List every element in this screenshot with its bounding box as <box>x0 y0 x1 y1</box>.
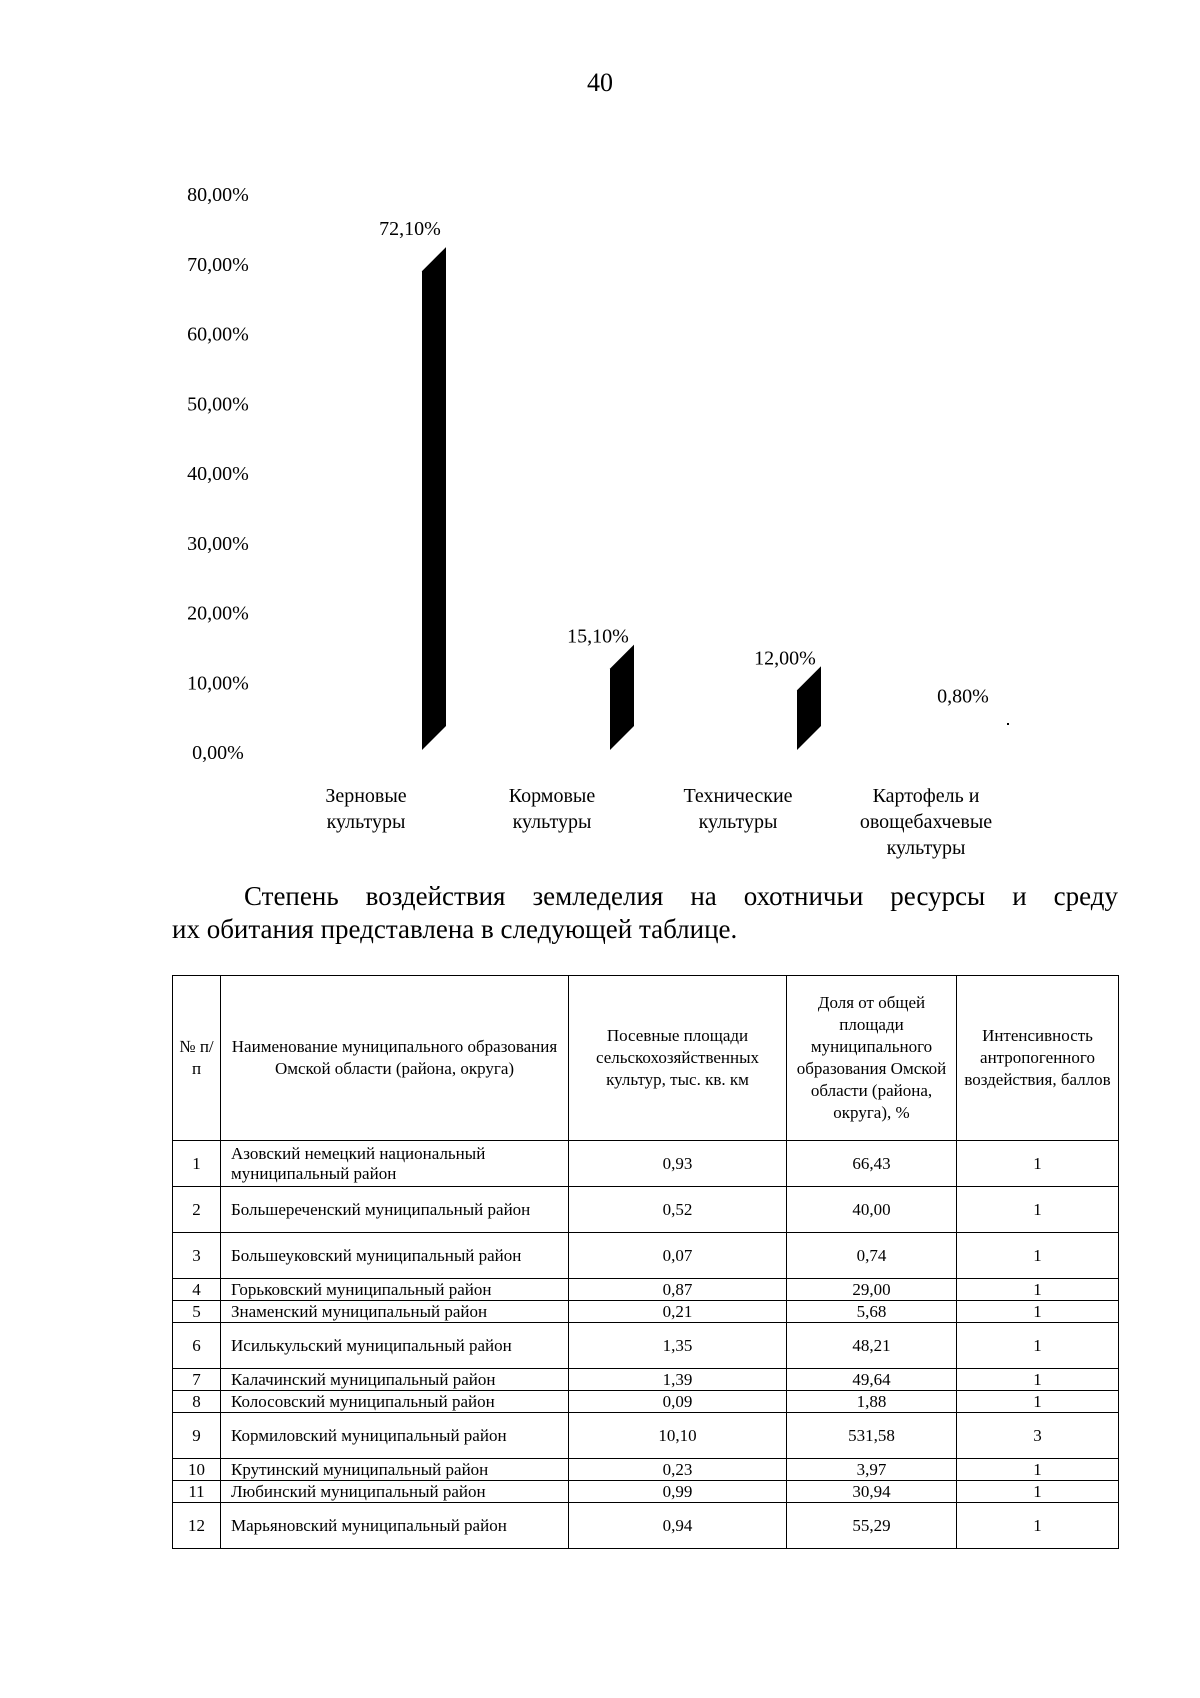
y-tick-label: 0,00% <box>192 742 244 764</box>
y-tick-label: 10,00% <box>187 672 249 695</box>
row-number-cell: 12 <box>173 1503 221 1549</box>
table-row <box>173 1323 1119 1369</box>
y-tick-label: 60,00% <box>187 323 249 346</box>
header-number: № п/п <box>173 976 221 1141</box>
area-share-cell: 48,21 <box>787 1323 957 1369</box>
municipality-name-cell: Большеуковский муниципальный район <box>221 1233 569 1279</box>
table-row <box>173 1301 1119 1323</box>
paragraph-line-2: их обитания представлена в следующей таблице. <box>172 914 738 944</box>
municipality-name-cell: Марьяновский муниципальный район <box>221 1503 569 1549</box>
municipality-name-cell: Кормиловский муниципальный район <box>221 1413 569 1459</box>
sown-area-cell: 0,07 <box>569 1233 787 1279</box>
row-number-cell: 6 <box>173 1323 221 1369</box>
table-row <box>173 1459 1119 1481</box>
table-header-row <box>173 976 1119 1141</box>
sown-area-cell: 0,09 <box>569 1391 787 1413</box>
header-impact-intensity: Интенсивность антропогенного воздействия, баллов <box>957 976 1119 1141</box>
category-label: Технические <box>683 785 793 807</box>
data-label: 0,80% <box>937 685 989 708</box>
row-number-cell: 1 <box>173 1141 221 1187</box>
land-use-impact-table <box>172 975 1119 1549</box>
row-number-cell: 5 <box>173 1301 221 1323</box>
page-number: 40 <box>587 68 613 97</box>
y-tick-label: 40,00% <box>187 463 249 485</box>
municipality-name-cell: Большереченский муниципальный район <box>221 1187 569 1233</box>
table-row <box>173 1233 1119 1279</box>
area-share-cell: 0,74 <box>787 1233 957 1279</box>
bar <box>610 645 634 750</box>
y-tick-label: 30,00% <box>187 532 249 555</box>
table-body <box>173 1141 1119 1549</box>
area-share-cell: 30,94 <box>787 1481 957 1503</box>
impact-score-cell: 1 <box>957 1187 1119 1233</box>
category-label: Картофель и <box>872 785 980 807</box>
sown-area-cell: 0,94 <box>569 1503 787 1549</box>
impact-score-cell: 1 <box>957 1369 1119 1391</box>
y-tick-label: 20,00% <box>187 602 249 625</box>
sown-area-cell: 10,10 <box>569 1413 787 1459</box>
row-number-cell: 3 <box>173 1233 221 1279</box>
y-tick-label: 80,00% <box>187 184 249 206</box>
area-share-cell: 5,68 <box>787 1301 957 1323</box>
category-label: Кормовые <box>508 785 596 807</box>
data-label: 12,00% <box>754 647 816 670</box>
category-label: культуры <box>326 811 406 833</box>
y-tick-label: 50,00% <box>187 393 249 416</box>
table-row <box>173 1503 1119 1549</box>
row-number-cell: 11 <box>173 1481 221 1503</box>
impact-score-cell: 3 <box>957 1413 1119 1459</box>
bar <box>1007 723 1009 725</box>
area-share-cell: 3,97 <box>787 1459 957 1481</box>
municipality-name-cell: Крутинский муниципальный район <box>221 1459 569 1481</box>
table-row <box>173 1391 1119 1413</box>
intro-paragraph <box>172 880 1118 946</box>
area-share-cell: 531,58 <box>787 1413 957 1459</box>
impact-score-cell: 1 <box>957 1301 1119 1323</box>
row-number-cell: 9 <box>173 1413 221 1459</box>
municipality-name-cell: Колосовский муниципальный район <box>221 1391 569 1413</box>
area-share-cell: 49,64 <box>787 1369 957 1391</box>
municipality-name-cell: Горьковский муниципальный район <box>221 1279 569 1301</box>
impact-score-cell: 1 <box>957 1481 1119 1503</box>
sown-area-cell: 0,99 <box>569 1481 787 1503</box>
municipality-name-cell: Калачинский муниципальный район <box>221 1369 569 1391</box>
area-share-cell: 1,88 <box>787 1391 957 1413</box>
row-number-cell: 4 <box>173 1279 221 1301</box>
data-label: 72,10% <box>379 218 441 241</box>
area-share-cell: 29,00 <box>787 1279 957 1301</box>
table-row <box>173 1187 1119 1233</box>
table-row <box>173 1141 1119 1187</box>
row-number-cell: 8 <box>173 1391 221 1413</box>
sown-area-cell: 0,87 <box>569 1279 787 1301</box>
area-share-cell: 66,43 <box>787 1141 957 1187</box>
impact-score-cell: 1 <box>957 1391 1119 1413</box>
row-number-cell: 10 <box>173 1459 221 1481</box>
impact-score-cell: 1 <box>957 1141 1119 1187</box>
category-label: культуры <box>512 811 592 833</box>
paragraph-line-1: Степень воздействия земледелия на охотничьи ресурсы и среду <box>244 881 1118 911</box>
data-label: 15,10% <box>567 625 629 648</box>
municipality-name-cell: Любинский муниципальный район <box>221 1481 569 1503</box>
table-row <box>173 1413 1119 1459</box>
category-label: овощебахчевые <box>859 811 993 833</box>
table-row <box>173 1481 1119 1503</box>
table-row <box>173 1369 1119 1391</box>
municipality-name-cell: Исилькульский муниципальный район <box>221 1323 569 1369</box>
impact-score-cell: 1 <box>957 1233 1119 1279</box>
header-sown-area: Посевные площади сельскохозяйственных культур, тыс. кв. км <box>569 976 787 1141</box>
table-row <box>173 1279 1119 1301</box>
impact-score-cell: 1 <box>957 1503 1119 1549</box>
impact-score-cell: 1 <box>957 1323 1119 1369</box>
header-municipality: Наименование муниципального образования Омской области (района, округа) <box>221 976 569 1141</box>
category-label: культуры <box>886 837 966 859</box>
sown-area-cell: 0,93 <box>569 1141 787 1187</box>
category-label: Зерновые <box>325 785 407 807</box>
header-area-share: Доля от общей площади муниципального образования Омской области (района, округа), % <box>787 976 957 1141</box>
sown-area-cell: 0,23 <box>569 1459 787 1481</box>
bar <box>797 666 821 750</box>
row-number-cell: 7 <box>173 1369 221 1391</box>
sown-area-cell: 0,52 <box>569 1187 787 1233</box>
row-number-cell: 2 <box>173 1187 221 1233</box>
y-tick-label: 70,00% <box>187 253 249 276</box>
area-share-cell: 55,29 <box>787 1503 957 1549</box>
bar <box>422 247 446 750</box>
municipality-name-cell: Азовский немецкий национальный муниципальный район <box>221 1141 569 1187</box>
municipality-name-cell: Знаменский муниципальный район <box>221 1301 569 1323</box>
category-label: культуры <box>698 811 778 833</box>
sown-area-cell: 0,21 <box>569 1301 787 1323</box>
sown-area-cell: 1,39 <box>569 1369 787 1391</box>
area-share-cell: 40,00 <box>787 1187 957 1233</box>
impact-score-cell: 1 <box>957 1459 1119 1481</box>
impact-score-cell: 1 <box>957 1279 1119 1301</box>
sown-area-cell: 1,35 <box>569 1323 787 1369</box>
